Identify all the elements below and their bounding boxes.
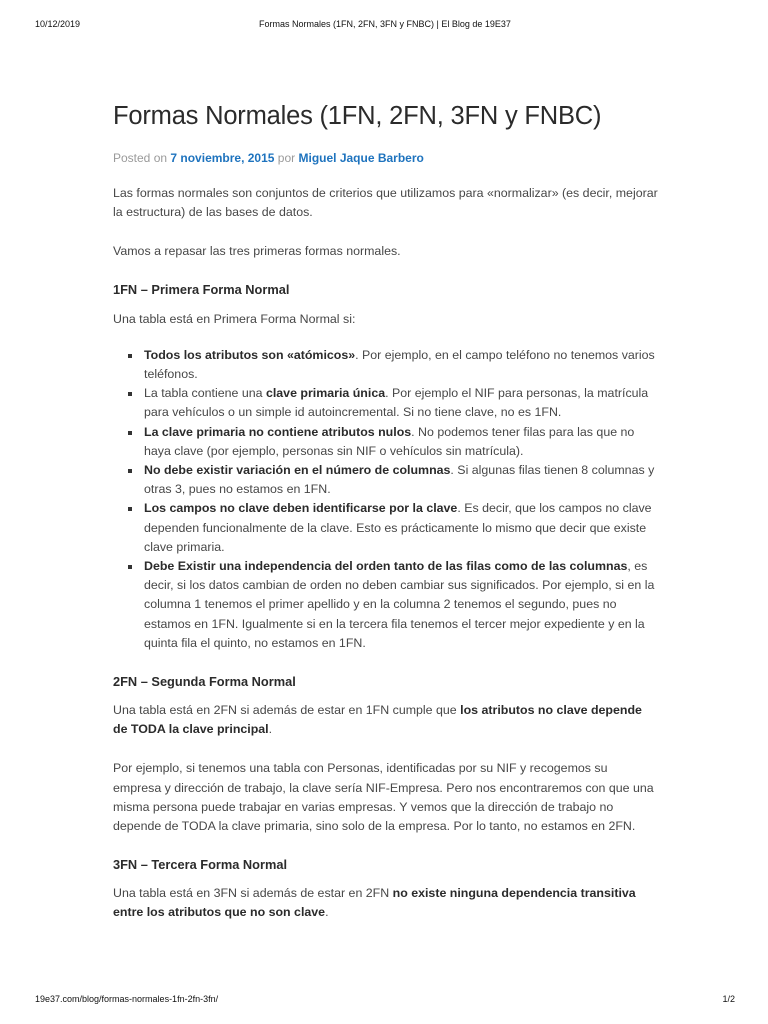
list-item-text: . Por ejemplo, en el campo teléfono no tenemos varios teléfonos. bbox=[144, 347, 655, 382]
list-item bbox=[113, 461, 658, 499]
list-item-bold: clave primaria única bbox=[265, 386, 386, 401]
section-heading-3fn: 3FN – Tercera Forma Normal bbox=[113, 857, 288, 873]
list-item-bold: La clave primaria no contiene atributos nulos bbox=[144, 424, 412, 439]
list-item bbox=[113, 423, 658, 461]
lead-text: . bbox=[268, 722, 273, 737]
section-3fn-lead bbox=[113, 884, 658, 922]
list-item bbox=[113, 499, 658, 557]
intro-paragraph-2: Vamos a repasar las tres primeras formas normales. bbox=[113, 244, 401, 259]
lead-text: Una tabla está en 3FN si además de estar en 2FN bbox=[113, 886, 393, 901]
list-item-bold: Todos los atributos son «atómicos» bbox=[144, 347, 356, 362]
post-meta bbox=[113, 149, 658, 167]
print-date: 10/12/2019 bbox=[35, 19, 81, 29]
list-item-bold: No debe existir variación en el número de columnas bbox=[144, 463, 451, 478]
print-page-title: Formas Normales (1FN, 2FN, 3FN y FNBC) | El Blog de 19E37 bbox=[259, 19, 511, 29]
lead-text: Una tabla está en 2FN si además de estar en 1FN cumple que bbox=[113, 703, 461, 718]
intro-paragraph: Las formas normales son conjuntos de criterios que utilizamos para «normalizar» (es decir, mejorar la estructura) de las bases de datos. bbox=[113, 186, 658, 220]
list-item-text: , es decir, si los datos cambian de orden no deben cambiar sus significados. Por ejemplo, si en la columna 1 tenemos el primer apellido y en la columna 2 tenemos el segundo, pues no estamos en 1FN. Igualmente si en la tercera fila tenemos el tercer mejor expediente y en la quinta fila el quinto, no estamos en 1FN. bbox=[144, 559, 655, 650]
lead-bold: los atributos no clave depende de TODA la clave principal bbox=[113, 703, 642, 737]
list-item-text: . Si algunas filas tienen 8 columnas y otras 3, pues no estamos en 1FN. bbox=[144, 463, 655, 497]
list-item bbox=[113, 346, 658, 384]
1fn-criteria-list bbox=[113, 346, 658, 653]
section-1fn-lead: Una tabla está en Primera Forma Normal si: bbox=[113, 311, 356, 326]
article bbox=[113, 93, 658, 923]
print-url: 19e37.com/blog/formas-normales-1fn-2fn-3fn/ bbox=[35, 994, 219, 1004]
print-header bbox=[35, 19, 735, 29]
lead-bold: no existe ninguna dependencia transitiva entre los atributos que no son clave bbox=[113, 886, 636, 920]
lead-text: . bbox=[325, 905, 329, 920]
list-item-text: . Por ejemplo el NIF para personas, la matrícula para vehículos o un simple id autoincremental. Si no tiene clave, no es 1FN. bbox=[144, 386, 649, 420]
section-2fn-lead bbox=[113, 701, 658, 739]
list-item-text: . Es decir, que los campos no clave dependen funcionalmente de la clave. Esto es prácticamente lo mismo que decir que existe clave primaria. bbox=[144, 501, 652, 554]
print-footer bbox=[35, 994, 735, 1004]
list-item-text: La tabla contiene una bbox=[144, 386, 266, 401]
posted-on-label: Posted on bbox=[113, 151, 168, 165]
list-item-text: . No podemos tener filas para las que no haya clave (por ejemplo, personas sin NIF o vehículos sin matrícula). bbox=[144, 424, 635, 458]
list-item bbox=[113, 384, 658, 422]
section-heading-1fn: 1FN – Primera Forma Normal bbox=[113, 281, 290, 297]
section-heading-2fn: 2FN – Segunda Forma Normal bbox=[113, 674, 296, 690]
section-2fn-example: Por ejemplo, si tenemos una tabla con Personas, identificadas por su NIF y recogemos su empresa y dirección de trabajo, la clave sería NIF-Empresa. Pero nos encontraremos con que una misma persona puede trabajar en varias empresas. Y vemos que la dirección de trabajo no depende de TODA la clave primaria, sino solo de la empresa. Por lo tanto, no estamos en 2FN. bbox=[113, 761, 654, 834]
print-page-number: 1/2 bbox=[722, 994, 735, 1004]
author-link[interactable]: Miguel Jaque Barbero bbox=[298, 151, 424, 165]
post-date-link[interactable]: 7 noviembre, 2015 bbox=[170, 151, 275, 165]
list-item-bold: Los campos no clave deben identificarse por la clave bbox=[144, 501, 458, 516]
article-title: Formas Normales (1FN, 2FN, 3FN y FNBC) bbox=[113, 102, 602, 130]
by-label: por bbox=[277, 151, 296, 165]
list-item-bold: Debe Existir una independencia del orden tanto de las filas como de las columnas bbox=[144, 559, 628, 574]
list-item bbox=[113, 557, 658, 653]
